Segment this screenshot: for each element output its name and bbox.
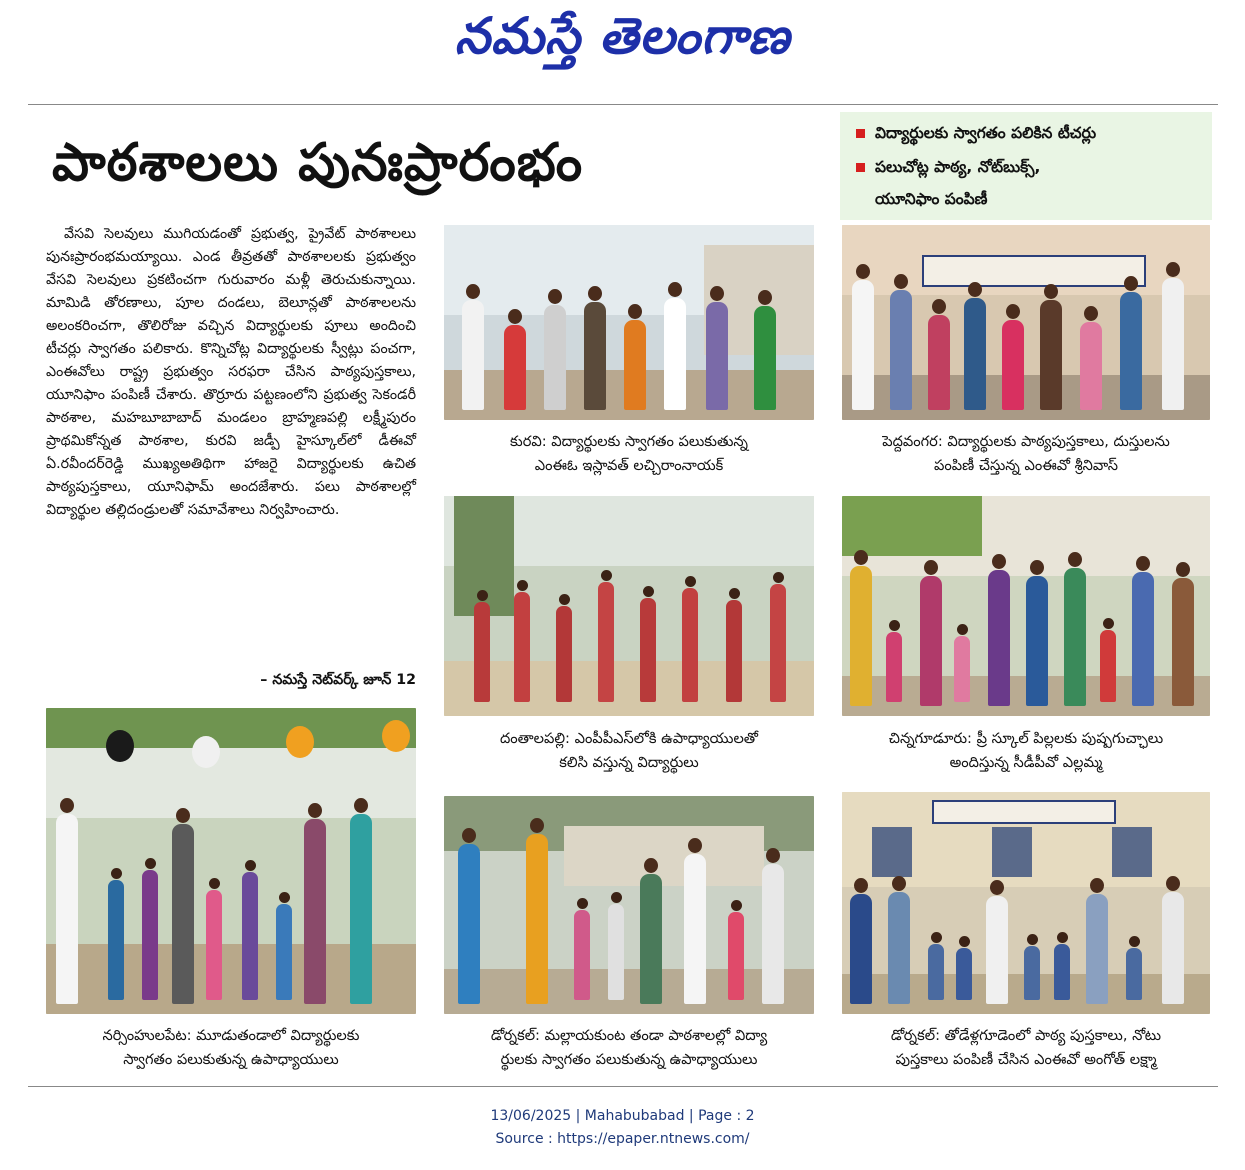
bullet-icon: [856, 163, 865, 172]
caption-chinnaguduru: చిన్నగూడూరు: ప్రీ స్కూల్‌ పిల్లలకు పుష్పగుచ్ఛాలు అందిస్తున్న సీడీపీవో ఎల్లమ్మ: [888, 730, 1164, 771]
caption-narsimhulapet: నర్సింహులపేట: మూడుతండాలో విద్యార్థులకు స్వాగతం పలుకుతున్న ఉపాధ్యాయులు: [102, 1027, 360, 1068]
school-signboard: [932, 800, 1116, 824]
caption-peddavangara: పెద్దవంగర: విద్యార్థులకు పాఠ్యపుస్తకాలు, దుస్తులను పంపిణీ చేస్తున్న ఎంఈవో శ్రీనివాస్‌: [882, 433, 1170, 474]
school-signboard: [922, 255, 1146, 287]
photo-kuravi: [444, 225, 814, 420]
photo-thodellagudem: [842, 792, 1210, 1014]
photo-narsimhulapet: [46, 708, 416, 1014]
photo-dantalapalli: [444, 496, 814, 716]
footer-divider: [28, 1086, 1218, 1087]
footer-source: Source : https://epaper.ntnews.com/: [495, 1131, 750, 1147]
caption-kuravi: కురవి: విద్యార్థులకు స్వాగతం పలుకుతున్న ఎంఈఓ ఇస్లావత్‌ లచ్చిరాంనాయక్‌: [510, 433, 748, 474]
masthead: [0, 0, 1245, 90]
photo-mallayakunta: [444, 796, 814, 1014]
article-headline: పాఠశాలలు పునఃప్రారంభం: [52, 132, 584, 193]
footer-edition-info: 13/06/2025 | Mahabubabad | Page : 2: [490, 1108, 755, 1124]
article-body: [46, 223, 416, 522]
article-paragraph: వేసవి సెలవులు ముగియడంతో ప్రభుత్వ, ప్రైవేట్‌ పాఠశాలలు పునఃప్రారంభమయ్యాయి. ఎండ తీవ్రతతో పాఠశాలలకు ప్రభుత్వం వేసవి సెలవులు ప్రకటించగా గురువారం మళ్లీ తెరుచుకున్నాయి. మామిడి తోరణాలు, పూల దండలు, బెలూన్లతో పాఠశాలలను అలంకరించగా, తొలిరోజు వచ్చిన విద్యార్థులకు పూలు అందించి టీచర్లు స్వాగతం పలికారు. కొన్నిచోట్ల విద్యార్థులకు స్వీట్లు పంచగా, ఎంఈవోలు రాష్ట్ర ప్రభుత్వం సరఫరా చేసిన పాఠ్యపుస్తకాలు, యూనిఫాం పంపిణీ చేశారు. తొర్రూరు పట్టణంలోని ప్రభుత్వ సెకండరీ పాఠశాల, మహబూబాబాద్‌ మండలం బ్రాహ్మణపల్లి లక్ష్మీపురం ప్రాథమికోన్నత పాఠశాల, కురవి జడ్పీ హైస్కూల్‌లో డీఈవో ఏ.రవీందర్‌రెడ్డి ముఖ్యఅతిథిగా హాజరై విద్యార్థులకు ఉచిత పాఠ్యపుస్తకాలు, యూనిఫామ్‌ అందజేశారు. పలు పాఠశాలల్లో విద్యార్థుల తల్లిదండ్రులతో సమావేశాలు నిర్వహించారు.: [46, 226, 416, 518]
photo-peddavangara: [842, 225, 1210, 420]
highlight-item: విద్యార్థులకు స్వాగతం పలికిన టీచర్లు: [856, 124, 1096, 146]
highlights-box: [840, 112, 1212, 220]
article-byline: – నమస్తే నెట్‌వర్క్‌ జూన్‌ 12: [260, 672, 416, 688]
highlight-item: పలుచోట్ల పాఠ్య, నోట్‌బుక్స్‌,: [856, 158, 1040, 180]
caption-thodellagudem: డోర్నకల్‌: తోడేళ్లగూడెంలో పాఠ్య పుస్తకాలు, నోటు పుస్తకాలు పంపిణీ చేసిన ఎంఈవో అంగోత్‌ లక్ష్మా: [890, 1027, 1162, 1068]
newspaper-logo: నమస్తే తెలంగాణ: [454, 6, 791, 65]
highlight-item-continuation: యూనిఫాం పంపిణీ: [875, 190, 988, 208]
caption-mallayakunta: డోర్నకల్‌: మల్లాయకుంట తండా పాఠశాలల్లో విద్యా ర్థులకు స్వాగతం పలుకుతున్న ఉపాధ్యాయులు: [490, 1027, 768, 1068]
photo-chinnaguduru: [842, 496, 1210, 716]
masthead-divider: [28, 104, 1218, 105]
caption-dantalapalli: దంతాలపల్లి: ఎంపీపీఎస్‌లోకి ఉపాధ్యాయులతో కలిసి వస్తున్న విద్యార్థులు: [499, 730, 759, 771]
bullet-icon: [856, 129, 865, 138]
